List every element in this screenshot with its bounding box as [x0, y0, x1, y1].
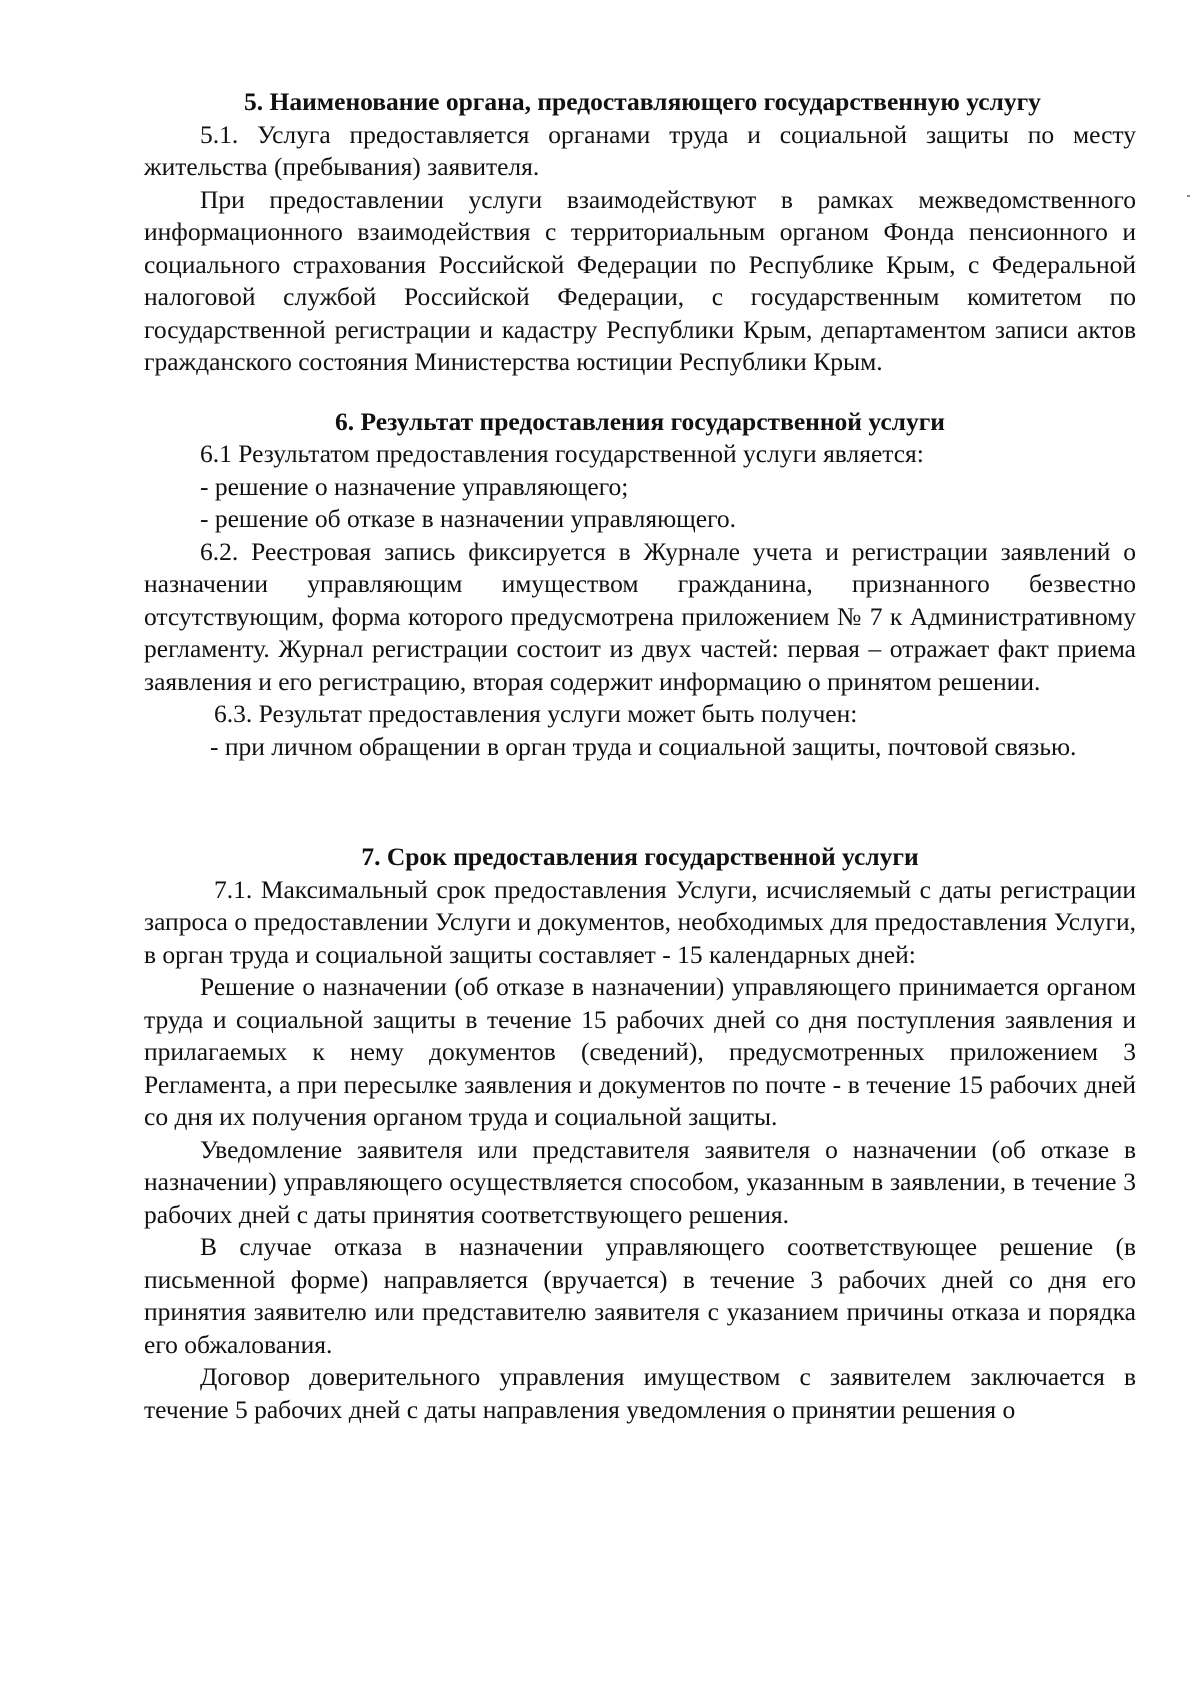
section-7-paragraph-3: Уведомление заявителя или представителя заявителя о назначении (об отказе в назначении) управляющего осуществляется способом, указанным в заявлении, в течение 3 рабочих дней с даты принятия соответствующего решения.: [144, 1134, 1136, 1229]
section-7-paragraph-2: Решение о назначении (об отказе в назначении) управляющего принимается органом труда и социальной защиты в течение 15 рабочих дней со дня поступления заявления и прилагаемых к нему документов (сведений), предусмотренных приложением 3 Регламента, а при пересылке заявления и документов по почте - в течение 15 рабочих дней со дня их получения органом труда и социальной защиты.: [144, 972, 1136, 1131]
section-5: [144, 86, 1136, 379]
section-5-paragraph-2: При предоставлении услуги взаимодействуют в рамках межведомственного информационного взаимодействия с территориальным органом Фонда пенсионного и социального страхования Российской Федерации по Республике Крым, с Федеральной налоговой службой Российской Федерации, с государственным комитетом по государственной регистрации и кадастру Республики Крым, департаментом записи актов гражданского состояния Министерства юстиции Республики Крым.: [144, 184, 1136, 376]
section-7-heading: 7. Срок предоставления государственной услуги: [361, 842, 919, 871]
section-6-list-item-2: - решение об отказе в назначении управляющего.: [200, 504, 737, 533]
section-7-paragraph-5: Договор доверительного управления имуществом с заявителем заключается в течение 5 рабочих дней с даты направления уведомления о принятии решения о: [144, 1362, 1136, 1424]
section-6-paragraph-1: 6.1 Результатом предоставления государственной услуги является:: [200, 439, 924, 468]
section-7-paragraph-1: 7.1. Максимальный срок предоставления Услуги, исчисляемый с даты регистрации запроса о предоставлении Услуги и документов, необходимых для предоставления Услуги, в орган труда и социальной защиты составляет - 15 календарных дней:: [144, 874, 1136, 969]
section-6-heading: 6. Результат предоставления государственной услуги: [335, 406, 945, 436]
section-7-paragraph-4: В случае отказа в назначении управляющего соответствующее решение (в письменной форме) направляется (вручается) в течение 3 рабочих дней со дня его принятия заявителю или представителю заявителя с указанием причины отказа и порядка его обжалования.: [144, 1232, 1136, 1359]
document-body: [144, 86, 1136, 1426]
section-6-list-item-1: - решение о назначение управляющего;: [200, 471, 629, 501]
section-5-paragraph-1: 5.1. Услуга предоставляется органами труда и социальной защиты по месту жительства (пребывания) заявителя.: [144, 119, 1136, 181]
section-6-paragraph-4: - при личном обращении в орган труда и социальной защиты, почтовой связью.: [210, 731, 1077, 761]
scan-speck: [1187, 195, 1190, 197]
section-6: [144, 406, 1136, 764]
section-5-heading: 5. Наименование органа, предоставляющего государственную услугу: [244, 87, 1041, 116]
section-7: [144, 841, 1136, 1426]
section-6-paragraph-3: 6.3. Результат предоставления услуги может быть получен:: [214, 699, 858, 728]
section-6-paragraph-2: 6.2. Реестровая запись фиксируется в Журнале учета и регистрации заявлений о назначении управляющим имуществом гражданина, признанного безвестно отсутствующим, форма которого предусмотрена приложением № 7 к Административному регламенту. Журнал регистрации состоит из двух частей: первая – отражает факт приема заявления и его регистрацию, вторая содержит информацию о принятом решении.: [144, 536, 1136, 696]
